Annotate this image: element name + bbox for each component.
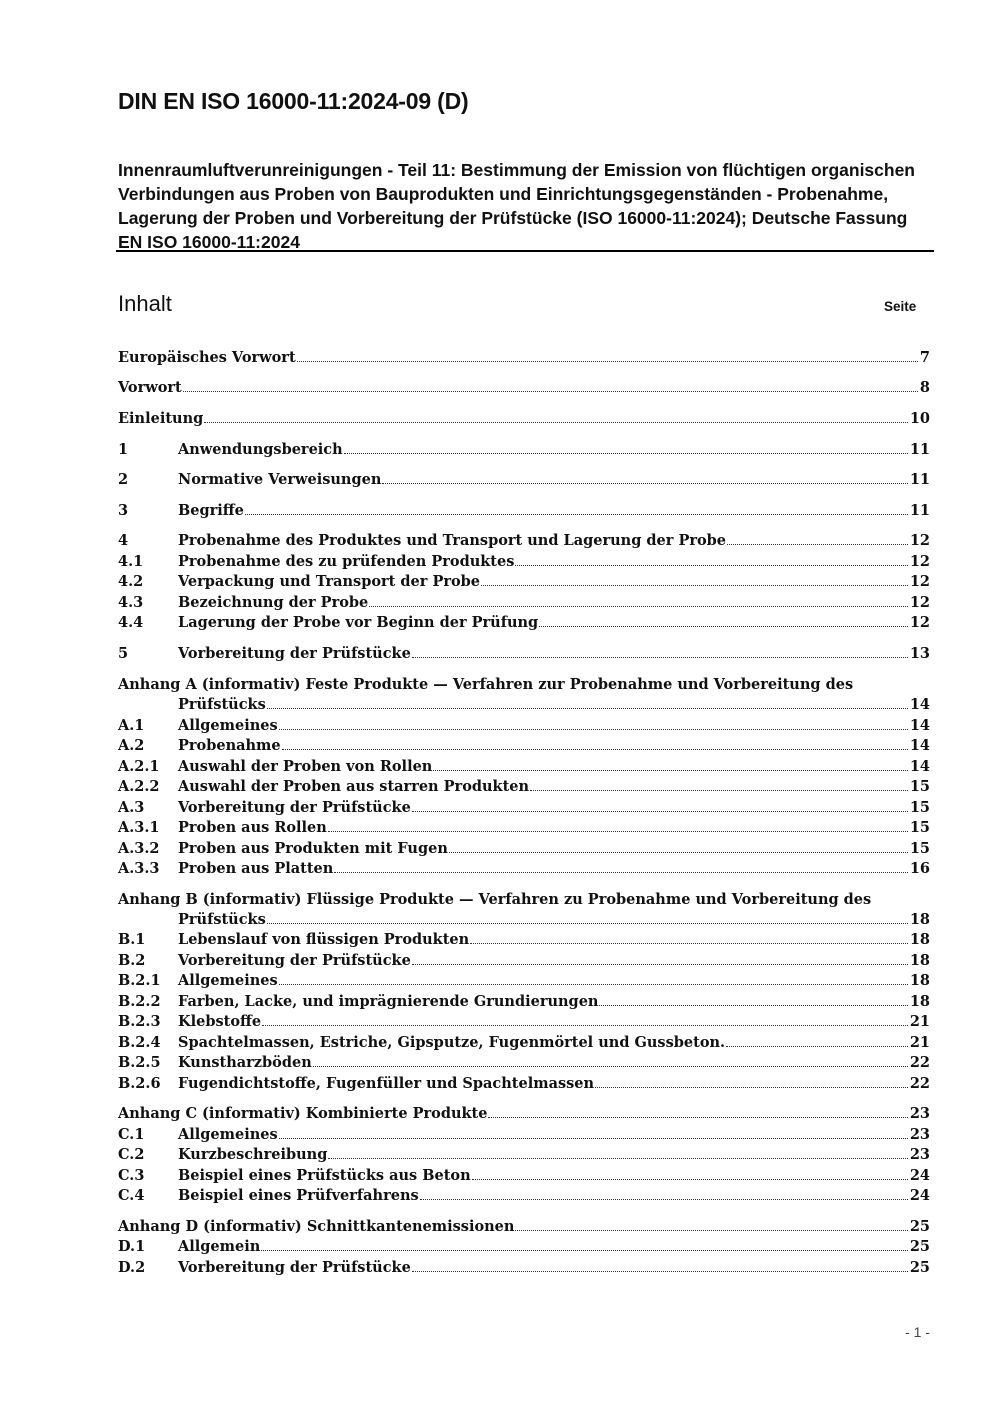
toc-entry-label: Kunstharzböden [178,1054,312,1071]
toc-entry-number: A.3 [118,799,145,816]
toc-entry-number: C.4 [118,1187,145,1204]
toc-entry-page: 14 [909,717,930,734]
toc-entry-label: Allgemeines [178,717,278,734]
toc-entry[interactable] [118,1125,930,1145]
toc-entry-page: 8 [919,379,930,396]
dot-leader [470,943,908,944]
toc-entry[interactable] [118,409,930,429]
dot-leader [245,514,908,515]
toc-entry-number: B.2.5 [118,1054,161,1071]
dot-leader [279,984,908,985]
toc-entry[interactable] [118,644,930,664]
dot-leader [412,811,908,812]
dot-leader [279,1138,908,1139]
toc-entry-number: 4.4 [118,614,144,631]
toc-entry-label: Auswahl der Proben von Rollen [178,758,433,775]
dot-leader [382,483,907,484]
dot-leader [369,606,908,607]
toc-entry-page: 16 [909,860,930,877]
dot-leader [449,852,908,853]
toc-entry-label: Auswahl der Proben aus starren Produkten [178,778,530,795]
toc-entry-page: 21 [909,1034,930,1051]
toc-entry[interactable] [118,891,930,930]
toc-entry[interactable] [118,676,930,715]
toc-entry[interactable] [118,951,930,971]
document-title: Innenraumluftverunreinigungen - Teil 11: Bestimmung der Emission von flüchtigen organischen Verbindungen aus Proben von Bauprodukten und Einrichtungsgegenständen - Probenahme, Lagerung der Proben und Vorbereitung der Prüfstücke (ISO 16000-11:2024); Deutsche Fassung EN ISO 16000-11:2024 [118,160,916,252]
toc-entry-label: Beispiel eines Prüfstücks aus Beton [178,1167,471,1184]
toc-entry-page: 24 [909,1167,930,1184]
toc-entry-page: 22 [909,1054,930,1071]
toc-entry-label: Vorbereitung der Prüfstücke [178,799,411,816]
toc-entry-number: 2 [118,471,129,488]
toc-entry-number: 3 [118,502,129,519]
toc-entry[interactable] [118,378,930,398]
toc-entry[interactable] [118,613,930,633]
toc-entry-label: Lagerung der Probe vor Beginn der Prüfung [178,614,539,631]
toc-entry-number: A.1 [118,717,145,734]
toc-entry-label: Probenahme [178,737,281,754]
toc-entry-number: A.2 [118,737,145,754]
toc-entry-page: 25 [909,1238,930,1255]
toc-entry-label: Spachtelmassen, Estriche, Gipsputze, Fugenmörtel und Gussbeton. [178,1034,726,1051]
toc-entry-label: Vorbereitung der Prüfstücke [178,645,411,662]
toc-entry-number: B.2.6 [118,1075,161,1092]
toc-entry-page: 15 [909,778,930,795]
toc-entry-label: Farben, Lacke, und imprägnierende Grundierungen [178,993,599,1010]
toc-entry-number: 4.2 [118,573,144,590]
toc-entry-page: 24 [909,1187,930,1204]
toc-entry-page: 11 [909,471,930,488]
toc-entry-label: Normative Verweisungen [178,471,382,488]
toc-entry[interactable] [118,1053,930,1073]
toc-entry-number: A.3.2 [118,840,160,857]
toc-entry-number: 5 [118,645,129,662]
toc-heading: Inhalt [118,291,172,316]
toc-entry[interactable] [118,1237,930,1257]
toc-entry-number: C.2 [118,1146,145,1163]
toc-entry-label: Begriffe [178,502,244,519]
dot-leader [726,1046,908,1047]
dot-leader [297,361,918,362]
toc-entry-number: 4.1 [118,553,144,570]
toc-entry-page: 12 [909,553,930,570]
toc-entry[interactable] [118,736,930,756]
dot-leader [488,1117,907,1118]
dot-leader [204,422,908,423]
toc-entry[interactable] [118,1074,930,1094]
toc-entry-number: D.1 [118,1238,146,1255]
toc-entry-label: Beispiel eines Prüfverfahrens [178,1187,419,1204]
toc-entry-page: 23 [909,1126,930,1143]
dot-leader [727,544,908,545]
toc-entry-number: A.3.3 [118,860,160,877]
toc-entry-page: 23 [909,1146,930,1163]
toc-entry[interactable] [118,572,930,592]
toc-entry-page: 14 [909,737,930,754]
dot-leader [515,1230,907,1231]
toc-entry-number: C.3 [118,1167,145,1184]
toc-entry[interactable] [118,1033,930,1053]
toc-entry[interactable] [118,1166,930,1186]
dot-leader [412,964,908,965]
toc-entry-label: Fugendichtstoffe, Fugenfüller und Spachtelmassen [178,1075,595,1092]
toc-entry[interactable] [118,859,930,879]
dot-leader [267,708,908,709]
toc-entry[interactable] [118,552,930,572]
toc-entry-number: 4.3 [118,594,144,611]
toc-entry-page: 23 [909,1105,930,1122]
toc-entry-label: Probenahme des Produktes und Transport und Lagerung der Probe [178,532,727,549]
toc-entry[interactable] [118,777,930,797]
toc-entry-number: B.2.4 [118,1034,161,1051]
toc-entry-label: Vorbereitung der Prüfstücke [178,952,411,969]
toc-entry-page: 7 [919,349,930,366]
toc-entry[interactable] [118,716,930,736]
toc-entry-page: 14 [909,758,930,775]
toc-entry-label: Proben aus Platten [178,860,334,877]
toc-entry-page: 22 [909,1075,930,1092]
toc-entry-number: A.3.1 [118,819,160,836]
toc-entry-label: Probenahme des zu prüfenden Produktes [178,553,515,570]
toc-entry[interactable] [118,818,930,838]
dot-leader [328,1158,907,1159]
dot-leader [433,770,907,771]
dot-leader [595,1087,908,1088]
dot-leader [334,872,908,873]
toc-entry-number: C.1 [118,1126,145,1143]
toc-entry-page: 18 [909,952,930,969]
dot-leader [267,923,908,924]
toc-entry-page: 18 [909,911,930,928]
toc-entry-label: Vorbereitung der Prüfstücke [178,1259,411,1276]
toc-entry[interactable] [118,1217,930,1237]
dot-leader [530,790,908,791]
dot-leader [313,1066,908,1067]
toc-entry-number: A.2.2 [118,778,160,795]
toc-entry-label: Lebenslauf von flüssigen Produkten [178,931,470,948]
toc-entry-page: 15 [909,840,930,857]
toc-entry-label: Prüfstücks [178,911,266,928]
toc-entry-number: B.2.2 [118,993,161,1010]
page-column-label: Seite [884,299,917,314]
toc-entry-label: Proben aus Produkten mit Fugen [178,840,448,857]
dot-leader [420,1199,908,1200]
toc-entry-label: Allgemeines [178,1126,278,1143]
toc-entry-page: 25 [909,1218,930,1235]
toc-entry[interactable] [118,971,930,991]
toc-entry[interactable] [118,348,930,368]
toc-entry-label-line1: Anhang B (informativ) Flüssige Produkte — Verfahren zu Probenahme und Vorbereitung des [118,891,872,908]
toc-entry-page: 18 [909,993,930,1010]
dot-leader [328,831,908,832]
toc-entry[interactable] [118,501,930,521]
dot-leader [472,1179,908,1180]
dot-leader [261,1250,908,1251]
dot-leader [279,729,908,730]
toc-entry-number: B.2 [118,952,146,969]
toc-entry-label: Prüfstücks [178,696,266,713]
toc-entry[interactable] [118,992,930,1012]
toc-entry-page: 12 [909,594,930,611]
dot-leader [481,585,908,586]
toc-entry-page: 12 [909,614,930,631]
toc-entry-label-line1: Anhang A (informativ) Feste Produkte — Verfahren zur Probenahme und Vorbereitung des [118,676,854,693]
toc-entry-page: 10 [909,410,930,427]
toc-entry[interactable] [118,1145,930,1165]
dot-leader [344,453,908,454]
toc-entry-label: Vorwort [118,379,182,396]
dot-leader [412,1271,908,1272]
toc-entry-label: Klebstoffe [178,1013,262,1030]
toc-entry[interactable] [118,930,930,950]
toc-entry[interactable] [118,1012,930,1032]
toc-entry-page: 12 [909,532,930,549]
page-number: - 1 - [905,1324,930,1340]
dot-leader [515,565,907,566]
toc-entry-number: A.2.1 [118,758,160,775]
toc-entry-page: 18 [909,931,930,948]
toc-entry-page: 21 [909,1013,930,1030]
toc-entry-page: 13 [909,645,930,662]
toc-entry[interactable] [118,1186,930,1206]
dot-leader [539,626,908,627]
toc-entry-page: 25 [909,1259,930,1276]
toc-entry-number: 1 [118,441,129,458]
toc-entry-page: 11 [909,441,930,458]
toc-entry-label: Kurzbeschreibung [178,1146,328,1163]
toc-entry[interactable] [118,593,930,613]
toc-entry[interactable] [118,440,930,460]
toc-entry[interactable] [118,798,930,818]
dot-leader [412,657,908,658]
toc-entry-label: Allgemein [178,1238,261,1255]
toc-entry[interactable] [118,1258,930,1278]
toc-entry-number: B.2.3 [118,1013,161,1030]
toc-entry-number: B.2.1 [118,972,161,989]
toc-entry-page: 15 [909,799,930,816]
toc-entry-label: Anwendungsbereich [178,441,343,458]
toc-entry-label: Einleitung [118,410,204,427]
toc-entry-label: Proben aus Rollen [178,819,327,836]
dot-leader [262,1025,908,1026]
toc-entry[interactable] [118,757,930,777]
title-divider [116,250,934,252]
toc-entry-number: 4 [118,532,129,549]
toc-entry-page: 18 [909,972,930,989]
toc-entry-page: 14 [909,696,930,713]
toc-entry[interactable] [118,839,930,859]
toc-entry[interactable] [118,470,930,490]
toc-entry-page: 11 [909,502,930,519]
toc-entry-label: Bezeichnung der Probe [178,594,369,611]
toc-entry-label: Anhang D (informativ) Schnittkantenemissionen [118,1218,515,1235]
toc-entry[interactable] [118,1104,930,1124]
toc-entry[interactable] [118,531,930,551]
dot-leader [599,1005,907,1006]
toc-entry-label: Verpackung und Transport der Probe [178,573,481,590]
toc-entry-label: Allgemeines [178,972,278,989]
dot-leader [183,391,918,392]
toc-entry-label: Anhang C (informativ) Kombinierte Produkte [118,1105,488,1122]
dot-leader [282,749,908,750]
toc-entry-page: 15 [909,819,930,836]
toc-entry-label: Europäisches Vorwort [118,349,296,366]
toc-entry-number: D.2 [118,1259,146,1276]
toc-entry-number: B.1 [118,931,146,948]
toc-entry-page: 12 [909,573,930,590]
document-id: DIN EN ISO 16000-11:2024-09 (D) [118,88,469,114]
